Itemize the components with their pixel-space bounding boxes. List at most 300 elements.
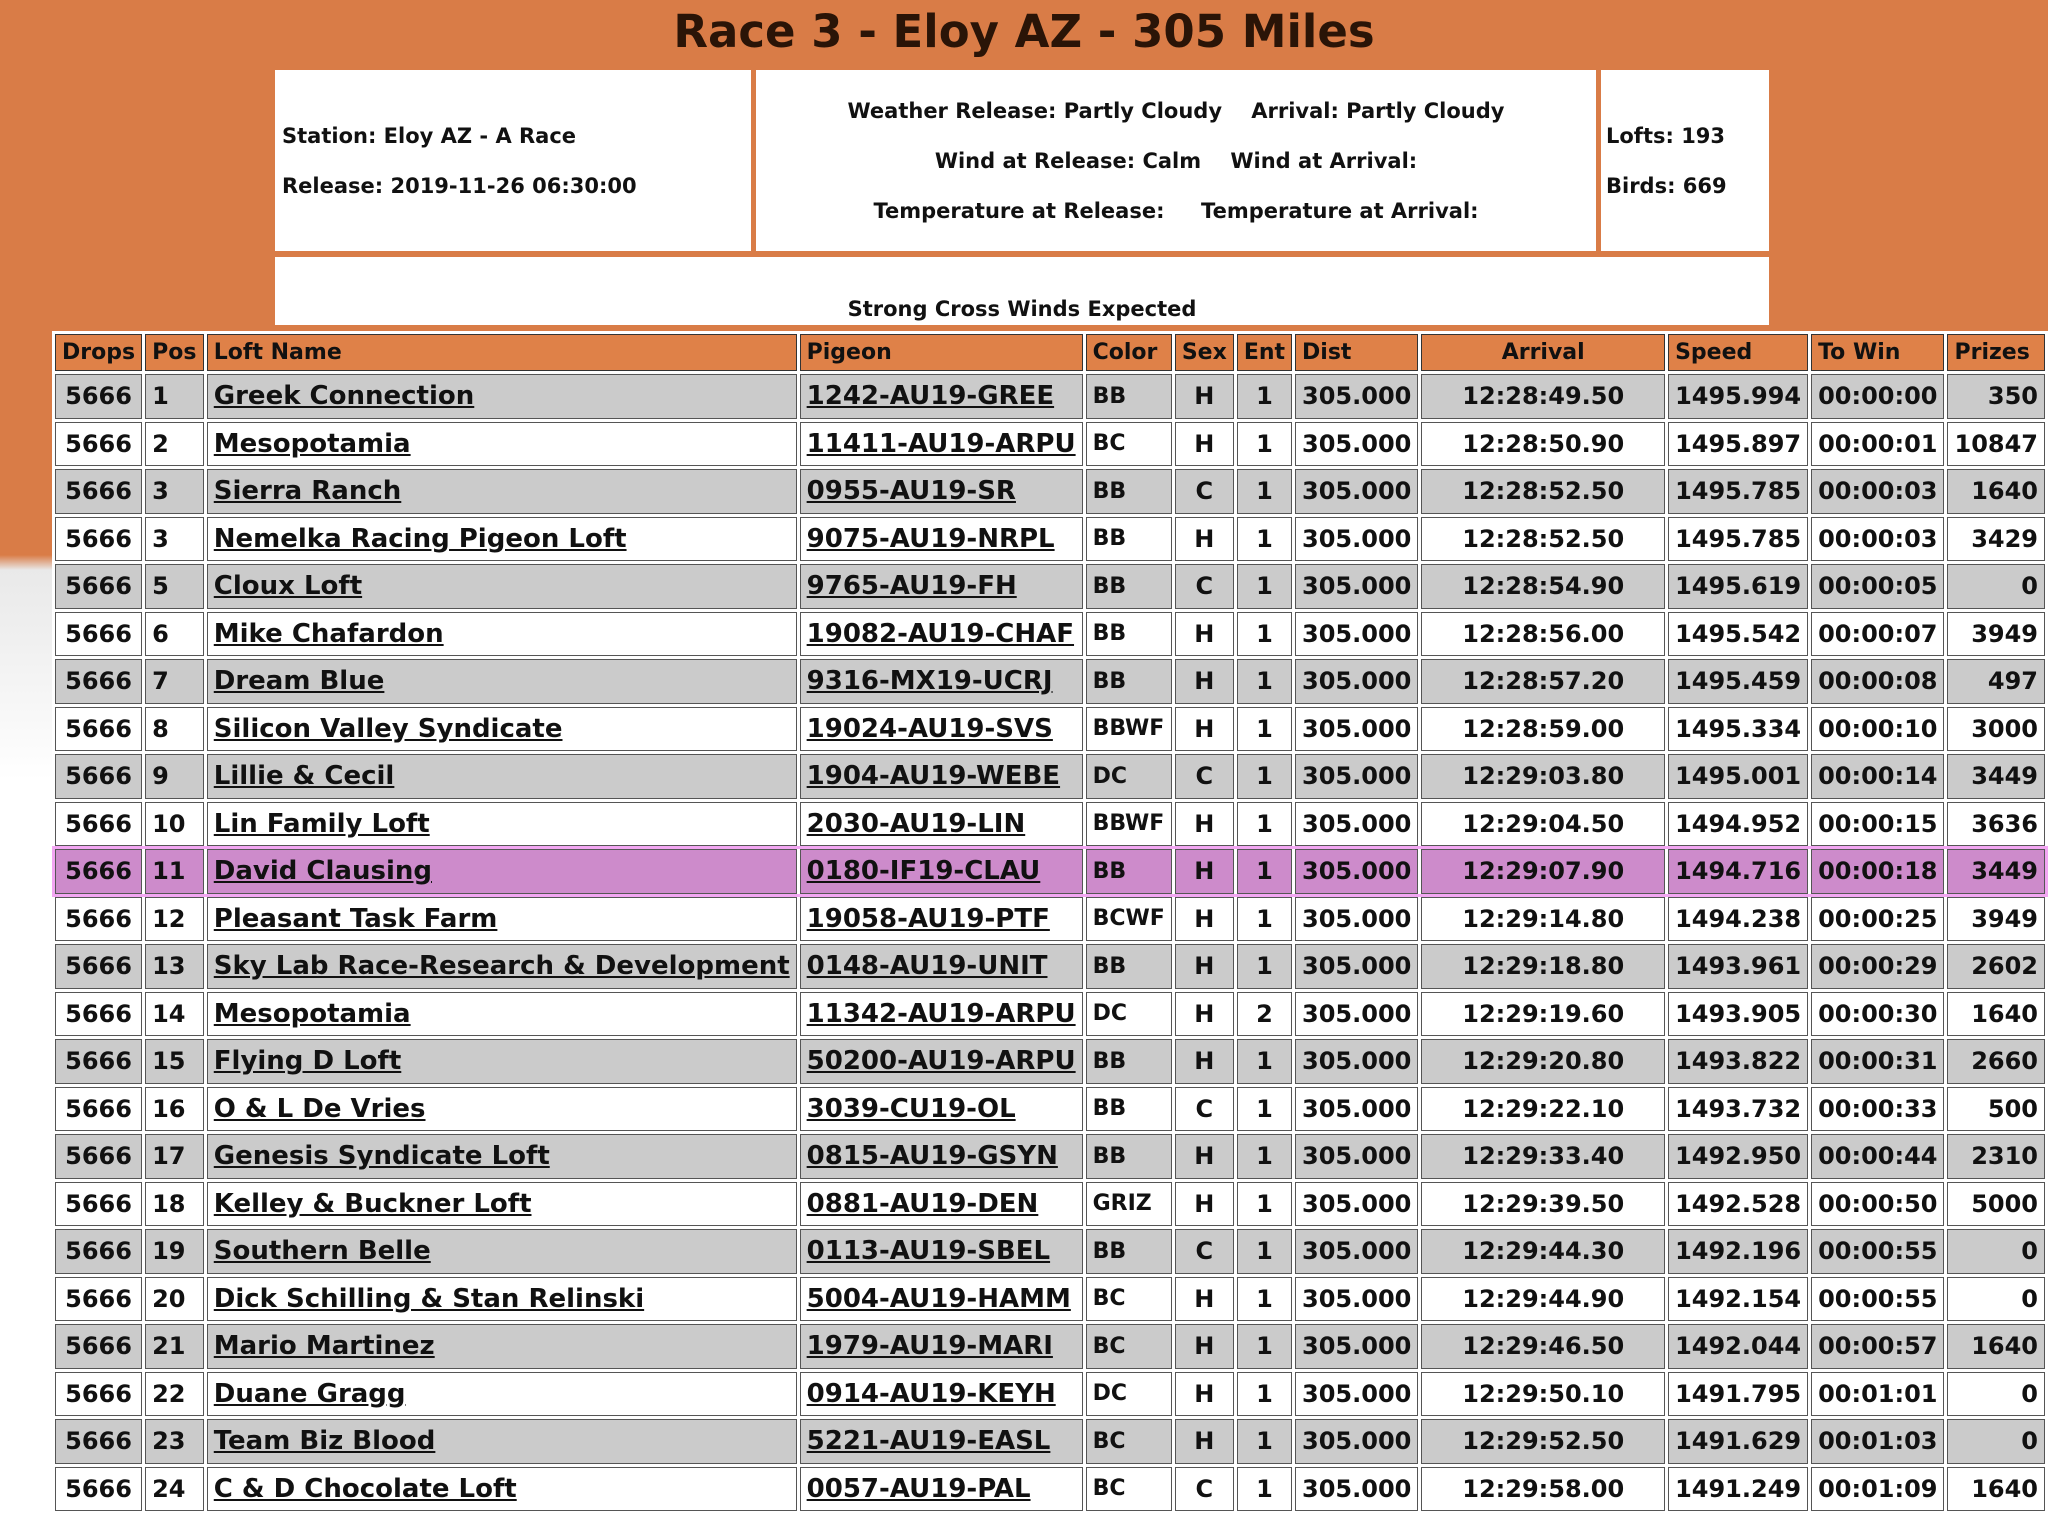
cell-color: BB [1086, 659, 1172, 704]
cell-pos: 19 [145, 1229, 204, 1274]
header-to-win: To Win [1811, 334, 1944, 371]
table-row [55, 1229, 2045, 1274]
cell-pos: 23 [145, 1419, 204, 1464]
table-row [55, 1182, 2045, 1227]
cell-color: BC [1086, 1419, 1172, 1464]
cell-to-win: 00:00:00 [1811, 374, 1944, 419]
loft-name-link[interactable]: Mesopotamia [207, 422, 797, 467]
cell-prizes: 2660 [1947, 1039, 2045, 1084]
cell-ent: 1 [1237, 659, 1292, 704]
cell-color: DC [1086, 754, 1172, 799]
results-table [52, 331, 2048, 1514]
cell-arrival: 12:29:19.60 [1421, 992, 1665, 1037]
header-pos: Pos [145, 334, 204, 371]
cell-arrival: 12:28:50.90 [1421, 422, 1665, 467]
cell-sex: H [1175, 849, 1234, 894]
cell-ent: 1 [1237, 1229, 1292, 1274]
cell-dist: 305.000 [1295, 944, 1418, 989]
cell-to-win: 00:00:55 [1811, 1229, 1944, 1274]
cell-ent: 1 [1237, 849, 1292, 894]
cell-pos: 3 [145, 517, 204, 562]
pigeon-link[interactable]: 0113-AU19-SBEL [800, 1229, 1083, 1274]
cell-to-win: 00:00:10 [1811, 707, 1944, 752]
cell-prizes: 3949 [1947, 897, 2045, 942]
table-row [55, 612, 2045, 657]
pigeon-link[interactable]: 0881-AU19-DEN [800, 1182, 1083, 1227]
cell-dist: 305.000 [1295, 422, 1418, 467]
cell-arrival: 12:29:07.90 [1421, 849, 1665, 894]
cell-arrival: 12:28:49.50 [1421, 374, 1665, 419]
cell-speed: 1491.629 [1668, 1419, 1808, 1464]
pigeon-link[interactable]: 19024-AU19-SVS [800, 707, 1083, 752]
cell-color: BB [1086, 612, 1172, 657]
table-row [55, 1372, 2045, 1417]
cell-color: BB [1086, 1039, 1172, 1084]
loft-name-link[interactable]: Silicon Valley Syndicate [207, 707, 797, 752]
cell-dist: 305.000 [1295, 1372, 1418, 1417]
cell-pos: 8 [145, 707, 204, 752]
cell-sex: H [1175, 1372, 1234, 1417]
cell-dist: 305.000 [1295, 1419, 1418, 1464]
cell-pos: 10 [145, 802, 204, 847]
cell-speed: 1495.001 [1668, 754, 1808, 799]
table-row [55, 1087, 2045, 1132]
cell-to-win: 00:01:09 [1811, 1467, 1944, 1512]
header-loft-name: Loft Name [207, 334, 797, 371]
loft-name-link[interactable]: David Clausing [207, 849, 797, 894]
cell-color: DC [1086, 992, 1172, 1037]
pigeon-link[interactable]: 0057-AU19-PAL [800, 1467, 1083, 1512]
cell-to-win: 00:00:05 [1811, 564, 1944, 609]
cell-to-win: 00:00:14 [1811, 754, 1944, 799]
loft-name-link[interactable]: O & L De Vries [207, 1087, 797, 1132]
cell-drops: 5666 [55, 754, 142, 799]
pigeon-link[interactable]: 0815-AU19-GSYN [800, 1134, 1083, 1179]
birds-count: Birds: 669 [1606, 174, 1727, 198]
table-row [55, 469, 2045, 514]
cell-ent: 1 [1237, 1324, 1292, 1369]
cell-ent: 1 [1237, 1087, 1292, 1132]
header-color: Color [1086, 334, 1172, 371]
header-pigeon: Pigeon [800, 334, 1083, 371]
cell-sex: C [1175, 1087, 1234, 1132]
cell-pos: 7 [145, 659, 204, 704]
cell-color: BBWF [1086, 707, 1172, 752]
cell-dist: 305.000 [1295, 707, 1418, 752]
table-row [55, 1277, 2045, 1322]
cell-to-win: 00:00:03 [1811, 517, 1944, 562]
cell-prizes: 0 [1947, 564, 2045, 609]
loft-name-link[interactable]: Lin Family Loft [207, 802, 797, 847]
cell-dist: 305.000 [1295, 1277, 1418, 1322]
cell-speed: 1495.459 [1668, 659, 1808, 704]
table-row [55, 659, 2045, 704]
cell-arrival: 12:29:44.30 [1421, 1229, 1665, 1274]
cell-speed: 1495.619 [1668, 564, 1808, 609]
cell-color: BCWF [1086, 897, 1172, 942]
cell-pos: 22 [145, 1372, 204, 1417]
cell-to-win: 00:00:50 [1811, 1182, 1944, 1227]
cell-pos: 14 [145, 992, 204, 1037]
pigeon-link[interactable]: 5221-AU19-EASL [800, 1419, 1083, 1464]
cell-arrival: 12:28:52.50 [1421, 469, 1665, 514]
table-row [55, 1419, 2045, 1464]
cell-drops: 5666 [55, 1039, 142, 1084]
loft-name-link[interactable]: Lillie & Cecil [207, 754, 797, 799]
cell-to-win: 00:00:08 [1811, 659, 1944, 704]
pigeon-link[interactable]: 9075-AU19-NRPL [800, 517, 1083, 562]
cell-drops: 5666 [55, 1229, 142, 1274]
cell-color: BB [1086, 944, 1172, 989]
cell-ent: 1 [1237, 1277, 1292, 1322]
cell-ent: 1 [1237, 612, 1292, 657]
cell-drops: 5666 [55, 1134, 142, 1179]
cell-sex: H [1175, 659, 1234, 704]
cell-speed: 1493.732 [1668, 1087, 1808, 1132]
cell-speed: 1492.528 [1668, 1182, 1808, 1227]
loft-name-link[interactable]: Nemelka Racing Pigeon Loft [207, 517, 797, 562]
cell-ent: 1 [1237, 707, 1292, 752]
cell-sex: H [1175, 374, 1234, 419]
cell-drops: 5666 [55, 659, 142, 704]
cell-prizes: 1640 [1947, 1324, 2045, 1369]
cell-arrival: 12:29:03.80 [1421, 754, 1665, 799]
cell-drops: 5666 [55, 1324, 142, 1369]
table-row [55, 1324, 2045, 1369]
cell-arrival: 12:29:44.90 [1421, 1277, 1665, 1322]
pigeon-link[interactable]: 9765-AU19-FH [800, 564, 1083, 609]
cell-speed: 1495.542 [1668, 612, 1808, 657]
cell-dist: 305.000 [1295, 659, 1418, 704]
cell-drops: 5666 [55, 707, 142, 752]
cell-dist: 305.000 [1295, 1467, 1418, 1512]
cell-arrival: 12:29:14.80 [1421, 897, 1665, 942]
cell-color: BB [1086, 469, 1172, 514]
cell-dist: 305.000 [1295, 802, 1418, 847]
cell-drops: 5666 [55, 1372, 142, 1417]
cell-speed: 1494.716 [1668, 849, 1808, 894]
cell-speed: 1495.897 [1668, 422, 1808, 467]
cell-to-win: 00:00:44 [1811, 1134, 1944, 1179]
cell-to-win: 00:00:15 [1811, 802, 1944, 847]
pigeon-link[interactable]: 19058-AU19-PTF [800, 897, 1083, 942]
cell-arrival: 12:29:33.40 [1421, 1134, 1665, 1179]
cell-dist: 305.000 [1295, 564, 1418, 609]
cell-sex: C [1175, 1229, 1234, 1274]
loft-name-link[interactable]: Genesis Syndicate Loft [207, 1134, 797, 1179]
weather-info-box [756, 70, 1596, 251]
cell-prizes: 2310 [1947, 1134, 2045, 1179]
table-row [55, 754, 2045, 799]
header-dist: Dist [1295, 334, 1418, 371]
loft-name-link[interactable]: Mesopotamia [207, 992, 797, 1037]
cell-drops: 5666 [55, 897, 142, 942]
counts-info-box [1601, 70, 1769, 251]
cell-ent: 1 [1237, 374, 1292, 419]
cell-color: BBWF [1086, 802, 1172, 847]
cell-arrival: 12:29:22.10 [1421, 1087, 1665, 1132]
cell-sex: C [1175, 754, 1234, 799]
cell-sex: H [1175, 1039, 1234, 1084]
cell-arrival: 12:28:52.50 [1421, 517, 1665, 562]
pigeon-link[interactable]: 1904-AU19-WEBE [800, 754, 1083, 799]
cell-speed: 1491.795 [1668, 1372, 1808, 1417]
cell-dist: 305.000 [1295, 612, 1418, 657]
wind-text: Wind at Release: Calm Wind at Arrival: [934, 149, 1418, 173]
cell-arrival: 12:29:50.10 [1421, 1372, 1665, 1417]
cell-dist: 305.000 [1295, 754, 1418, 799]
cell-pos: 3 [145, 469, 204, 514]
pigeon-link[interactable]: 3039-CU19-OL [800, 1087, 1083, 1132]
loft-name-link[interactable]: Sierra Ranch [207, 469, 797, 514]
cell-to-win: 00:00:33 [1811, 1087, 1944, 1132]
cell-drops: 5666 [55, 612, 142, 657]
cell-ent: 1 [1237, 754, 1292, 799]
cell-speed: 1495.785 [1668, 469, 1808, 514]
cell-color: BB [1086, 1229, 1172, 1274]
cell-arrival: 12:29:39.50 [1421, 1182, 1665, 1227]
table-row-highlighted [55, 849, 2045, 894]
table-row [55, 374, 2045, 419]
cell-drops: 5666 [55, 849, 142, 894]
cell-ent: 1 [1237, 1372, 1292, 1417]
loft-name-link[interactable]: Team Biz Blood [207, 1419, 797, 1464]
cell-drops: 5666 [55, 374, 142, 419]
cell-dist: 305.000 [1295, 1039, 1418, 1084]
cell-drops: 5666 [55, 1419, 142, 1464]
cell-prizes: 3449 [1947, 754, 2045, 799]
pigeon-link[interactable]: 1979-AU19-MARI [800, 1324, 1083, 1369]
cell-dist: 305.000 [1295, 1087, 1418, 1132]
header-speed: Speed [1668, 334, 1808, 371]
cell-speed: 1494.238 [1668, 897, 1808, 942]
cell-sex: H [1175, 1182, 1234, 1227]
cell-speed: 1493.822 [1668, 1039, 1808, 1084]
cell-speed: 1492.196 [1668, 1229, 1808, 1274]
cell-ent: 1 [1237, 564, 1292, 609]
cell-dist: 305.000 [1295, 1324, 1418, 1369]
cell-prizes: 497 [1947, 659, 2045, 704]
loft-name-link[interactable]: Sky Lab Race-Research & Development [207, 944, 797, 989]
cell-speed: 1495.334 [1668, 707, 1808, 752]
cell-pos: 12 [145, 897, 204, 942]
cell-prizes: 500 [1947, 1087, 2045, 1132]
table-row [55, 517, 2045, 562]
cell-color: BB [1086, 564, 1172, 609]
pigeon-link[interactable]: 9316-MX19-UCRJ [800, 659, 1083, 704]
lofts-count: Lofts: 193 [1606, 124, 1726, 148]
cell-drops: 5666 [55, 944, 142, 989]
cell-to-win: 00:00:30 [1811, 992, 1944, 1037]
cell-dist: 305.000 [1295, 897, 1418, 942]
cell-ent: 1 [1237, 517, 1292, 562]
cell-to-win: 00:01:01 [1811, 1372, 1944, 1417]
race-notes-text: Strong Cross Winds Expected [847, 297, 1197, 321]
cell-prizes: 3949 [1947, 612, 2045, 657]
loft-name-link[interactable]: Flying D Loft [207, 1039, 797, 1084]
pigeon-link[interactable]: 0180-IF19-CLAU [800, 849, 1083, 894]
cell-arrival: 12:29:58.00 [1421, 1467, 1665, 1512]
table-row [55, 944, 2045, 989]
cell-sex: C [1175, 564, 1234, 609]
loft-name-link[interactable]: Pleasant Task Farm [207, 897, 797, 942]
pigeon-link[interactable]: 5004-AU19-HAMM [800, 1277, 1083, 1322]
table-row [55, 1039, 2045, 1084]
cell-ent: 1 [1237, 897, 1292, 942]
cell-to-win: 00:01:03 [1811, 1419, 1944, 1464]
cell-sex: H [1175, 517, 1234, 562]
cell-sex: C [1175, 1467, 1234, 1512]
cell-ent: 1 [1237, 422, 1292, 467]
cell-sex: H [1175, 1324, 1234, 1369]
cell-dist: 305.000 [1295, 517, 1418, 562]
loft-name-link[interactable]: Kelley & Buckner Loft [207, 1182, 797, 1227]
cell-color: BC [1086, 1277, 1172, 1322]
cell-sex: H [1175, 1419, 1234, 1464]
cell-pos: 2 [145, 422, 204, 467]
cell-arrival: 12:29:04.50 [1421, 802, 1665, 847]
pigeon-link[interactable]: 0148-AU19-UNIT [800, 944, 1083, 989]
cell-drops: 5666 [55, 1182, 142, 1227]
loft-name-link[interactable]: C & D Chocolate Loft [207, 1467, 797, 1512]
cell-prizes: 5000 [1947, 1182, 2045, 1227]
cell-sex: H [1175, 944, 1234, 989]
cell-to-win: 00:00:55 [1811, 1277, 1944, 1322]
table-row [55, 1467, 2045, 1512]
cell-ent: 1 [1237, 944, 1292, 989]
header-drops: Drops [55, 334, 142, 371]
pigeon-link[interactable]: 50200-AU19-ARPU [800, 1039, 1083, 1084]
loft-name-link[interactable]: Mike Chafardon [207, 612, 797, 657]
header-prizes: Prizes [1947, 334, 2045, 371]
temperature-text: Temperature at Release: Temperature at Arrival: [873, 199, 1479, 223]
cell-dist: 305.000 [1295, 992, 1418, 1037]
loft-name-link[interactable]: Mario Martinez [207, 1324, 797, 1369]
table-row [55, 992, 2045, 1037]
cell-color: DC [1086, 1372, 1172, 1417]
table-row [55, 564, 2045, 609]
cell-pos: 17 [145, 1134, 204, 1179]
cell-pos: 18 [145, 1182, 204, 1227]
cell-prizes: 1640 [1947, 469, 2045, 514]
cell-speed: 1493.905 [1668, 992, 1808, 1037]
station-info-box [275, 70, 751, 251]
cell-pos: 20 [145, 1277, 204, 1322]
cell-speed: 1492.044 [1668, 1324, 1808, 1369]
release-text: Release: 2019-11-26 06:30:00 [282, 174, 637, 198]
cell-pos: 21 [145, 1324, 204, 1369]
cell-speed: 1492.950 [1668, 1134, 1808, 1179]
loft-name-link[interactable]: Dick Schilling & Stan Relinski [207, 1277, 797, 1322]
cell-to-win: 00:00:31 [1811, 1039, 1944, 1084]
cell-arrival: 12:29:46.50 [1421, 1324, 1665, 1369]
pigeon-link[interactable]: 0955-AU19-SR [800, 469, 1083, 514]
cell-ent: 1 [1237, 1134, 1292, 1179]
pigeon-link[interactable]: 11342-AU19-ARPU [800, 992, 1083, 1037]
cell-color: BB [1086, 517, 1172, 562]
header-arrival: Arrival [1421, 334, 1665, 371]
cell-pos: 15 [145, 1039, 204, 1084]
pigeon-link[interactable]: 11411-AU19-ARPU [800, 422, 1083, 467]
pigeon-link[interactable]: 0914-AU19-KEYH [800, 1372, 1083, 1417]
cell-speed: 1495.785 [1668, 517, 1808, 562]
cell-prizes: 350 [1947, 374, 2045, 419]
table-row [55, 422, 2045, 467]
cell-pos: 13 [145, 944, 204, 989]
cell-sex: H [1175, 1277, 1234, 1322]
cell-pos: 11 [145, 849, 204, 894]
cell-arrival: 12:28:57.20 [1421, 659, 1665, 704]
cell-drops: 5666 [55, 802, 142, 847]
cell-pos: 5 [145, 564, 204, 609]
cell-speed: 1493.961 [1668, 944, 1808, 989]
cell-color: BB [1086, 1087, 1172, 1132]
cell-ent: 1 [1237, 1467, 1292, 1512]
cell-prizes: 1640 [1947, 992, 2045, 1037]
cell-prizes: 2602 [1947, 944, 2045, 989]
cell-ent: 1 [1237, 1182, 1292, 1227]
cell-dist: 305.000 [1295, 469, 1418, 514]
cell-drops: 5666 [55, 992, 142, 1037]
loft-name-link[interactable]: Greek Connection [207, 374, 797, 419]
cell-ent: 1 [1237, 1039, 1292, 1084]
loft-name-link[interactable]: Southern Belle [207, 1229, 797, 1274]
cell-color: BB [1086, 849, 1172, 894]
cell-color: BC [1086, 1324, 1172, 1369]
cell-sex: H [1175, 802, 1234, 847]
weather-text: Weather Release: Partly Cloudy Arrival: Partly Cloudy [847, 99, 1505, 123]
cell-sex: C [1175, 469, 1234, 514]
cell-dist: 305.000 [1295, 849, 1418, 894]
loft-name-link[interactable]: Dream Blue [207, 659, 797, 704]
cell-ent: 1 [1237, 469, 1292, 514]
cell-sex: H [1175, 992, 1234, 1037]
header-sex: Sex [1175, 334, 1234, 371]
pigeon-link[interactable]: 19082-AU19-CHAF [800, 612, 1083, 657]
cell-to-win: 00:00:01 [1811, 422, 1944, 467]
cell-speed: 1492.154 [1668, 1277, 1808, 1322]
cell-pos: 24 [145, 1467, 204, 1512]
cell-to-win: 00:00:29 [1811, 944, 1944, 989]
cell-dist: 305.000 [1295, 374, 1418, 419]
cell-speed: 1491.249 [1668, 1467, 1808, 1512]
cell-color: BC [1086, 422, 1172, 467]
cell-prizes: 10847 [1947, 422, 2045, 467]
page-title: Race 3 - Eloy AZ - 305 Miles [673, 5, 1375, 58]
pigeon-link[interactable]: 1242-AU19-GREE [800, 374, 1083, 419]
loft-name-link[interactable]: Cloux Loft [207, 564, 797, 609]
cell-drops: 5666 [55, 469, 142, 514]
cell-ent: 1 [1237, 1419, 1292, 1464]
loft-name-link[interactable]: Duane Gragg [207, 1372, 797, 1417]
cell-prizes: 3449 [1947, 849, 2045, 894]
cell-to-win: 00:00:18 [1811, 849, 1944, 894]
cell-drops: 5666 [55, 422, 142, 467]
table-header-row [55, 334, 2045, 371]
pigeon-link[interactable]: 2030-AU19-LIN [800, 802, 1083, 847]
cell-prizes: 3429 [1947, 517, 2045, 562]
cell-drops: 5666 [55, 1467, 142, 1512]
cell-pos: 9 [145, 754, 204, 799]
cell-color: GRIZ [1086, 1182, 1172, 1227]
cell-prizes: 1640 [1947, 1467, 2045, 1512]
cell-prizes: 0 [1947, 1229, 2045, 1274]
cell-to-win: 00:00:07 [1811, 612, 1944, 657]
table-row [55, 707, 2045, 752]
cell-drops: 5666 [55, 517, 142, 562]
cell-color: BC [1086, 1467, 1172, 1512]
cell-sex: H [1175, 897, 1234, 942]
